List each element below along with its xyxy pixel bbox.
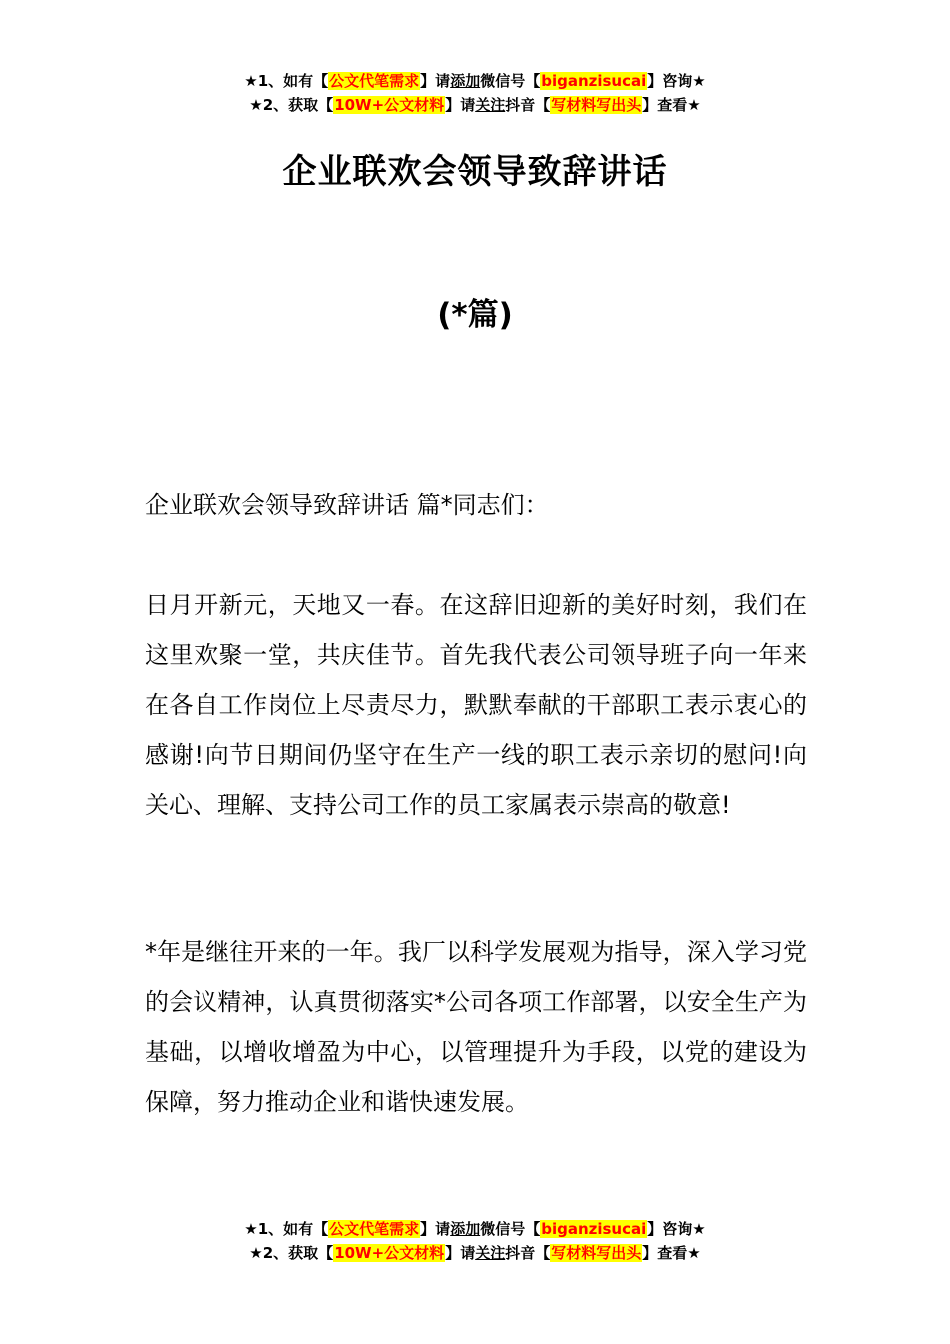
promo-text: 微信号【 [480, 72, 541, 90]
promo-text: 】咨询★ [647, 72, 706, 90]
promo-highlight: 10W+公文材料 [334, 1244, 445, 1262]
promo-highlight: 10W+公文材料 [334, 96, 445, 114]
header-promo-banner [0, 69, 950, 117]
promo-highlight: 写材料写出头 [551, 1244, 642, 1262]
promo-highlight: 公文代笔需求 [329, 72, 420, 90]
body-paragraph-2: *年是继往开来的一年。我厂以科学发展观为指导，深入学习党的会议精神，认真贯彻落实*公司各项工作部署，以安全生产为基础，以增收增盈为中心，以管理提升为手段，以党的建设为保障，努力推动企业和谐快速发展。 [145, 938, 807, 1116]
promo-highlight: biganzisucai [541, 72, 647, 90]
promo-text: 】请 [445, 96, 476, 114]
promo-highlight: 公文代笔需求 [329, 1220, 420, 1238]
promo-emphasis: 添加 [450, 72, 481, 90]
promo-text: 抖音【 [505, 96, 551, 114]
promo-text: 抖音【 [505, 1244, 551, 1262]
promo-emphasis: 关注 [475, 1244, 506, 1262]
promo-text: ★2、获取【 [249, 96, 334, 114]
promo-highlight: 写材料写出头 [551, 96, 642, 114]
promo-line-1 [0, 1217, 950, 1241]
promo-text: 】请 [445, 1244, 476, 1262]
promo-emphasis: 添加 [450, 1220, 481, 1238]
document-title: 企业联欢会领导致辞讲话 [282, 152, 668, 192]
promo-line-2 [0, 1241, 950, 1265]
promo-text: 微信号【 [480, 1220, 541, 1238]
promo-highlight: biganzisucai [541, 1220, 647, 1238]
promo-text: 】请 [420, 72, 451, 90]
footer-promo-banner [0, 1217, 950, 1265]
promo-text: ★2、获取【 [249, 1244, 334, 1262]
promo-line-2 [0, 93, 950, 117]
promo-text: 】查看★ [642, 1244, 701, 1262]
promo-text: ★1、如有【 [244, 72, 329, 90]
promo-text: ★1、如有【 [244, 1220, 329, 1238]
promo-line-1 [0, 69, 950, 93]
promo-text: 】请 [420, 1220, 451, 1238]
greeting-paragraph: 企业联欢会领导致辞讲话 篇*同志们： [145, 491, 549, 519]
promo-text: 】咨询★ [647, 1220, 706, 1238]
body-paragraph-1: 日月开新元，天地又一春。在这辞旧迎新的美好时刻，我们在这里欢聚一堂，共庆佳节。首先我代表公司领导班子向一年来在各自工作岗位上尽责尽力，默默奉献的干部职工表示衷心的感谢!向节日期间仍坚守在生产一线的职工表示亲切的慰问!向关心、理解、支持公司工作的员工家属表示崇高的敬意! [145, 591, 807, 819]
document-subtitle: (*篇) [437, 297, 513, 333]
promo-emphasis: 关注 [475, 96, 506, 114]
promo-text: 】查看★ [642, 96, 701, 114]
